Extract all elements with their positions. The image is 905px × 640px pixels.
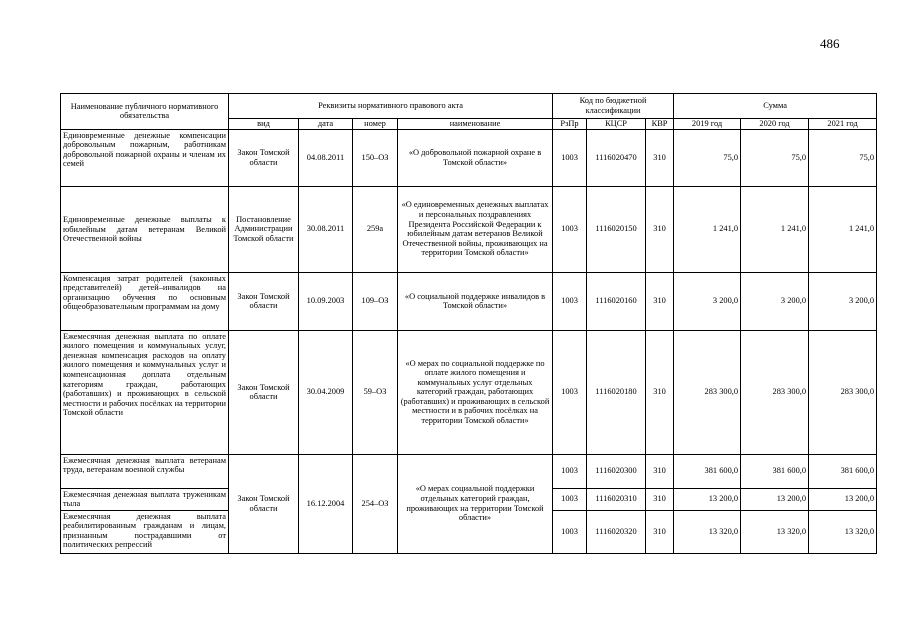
row-vid: Постановление Администрации Томской области [229, 186, 299, 272]
row-date: 30.04.2009 [299, 330, 353, 454]
row-kcsr: 1116020320 [587, 510, 646, 553]
header-name: Наименование публичного нормативного обязательства [61, 94, 229, 130]
row-2020: 3 200,0 [741, 272, 809, 330]
header-row-1 [61, 94, 877, 119]
header-kcsr: КЦСР [587, 119, 646, 130]
row-kcsr: 1116020310 [587, 488, 646, 510]
row-rzpr: 1003 [553, 510, 587, 553]
row-2020: 13 320,0 [741, 510, 809, 553]
row-kvr: 310 [646, 454, 674, 488]
row-date: 30.08.2011 [299, 186, 353, 272]
header-number: номер [353, 119, 398, 130]
row-2020: 283 300,0 [741, 330, 809, 454]
row-date: 10.09.2003 [299, 272, 353, 330]
row-name: Ежемесячная денежная выплата реабилитированным гражданам и лицам, признанным пострадавшими от политических репрессий [61, 510, 229, 553]
row-kvr: 310 [646, 272, 674, 330]
row-2021: 283 300,0 [809, 330, 877, 454]
row-rzpr: 1003 [553, 488, 587, 510]
row-2019: 381 600,0 [674, 454, 741, 488]
row-kcsr: 1116020160 [587, 272, 646, 330]
row-2019: 283 300,0 [674, 330, 741, 454]
row-kcsr: 1116020180 [587, 330, 646, 454]
header-rzpr: РзПр [553, 119, 587, 130]
row-2021: 75,0 [809, 129, 877, 186]
row-2019: 13 200,0 [674, 488, 741, 510]
row-rzpr: 1003 [553, 129, 587, 186]
group-title: «О мерах социальной поддержки отдельных категорий граждан, проживающих на территории Томской области» [398, 454, 553, 553]
row-vid: Закон Томской области [229, 330, 299, 454]
row-2019: 3 200,0 [674, 272, 741, 330]
row-2019: 75,0 [674, 129, 741, 186]
header-budget-code: Код по бюджетной классификации [553, 94, 674, 119]
row-number: 259а [353, 186, 398, 272]
row-2020: 1 241,0 [741, 186, 809, 272]
row-title: «О единовременных денежных выплатах и персональных поздравлениях Президента Российской Федерации к юбилейным датам ветеранов Великой Отечественной войны, проживающих на территории Томской области» [398, 186, 553, 272]
table-row [61, 330, 877, 454]
row-kcsr: 1116020300 [587, 454, 646, 488]
page-number: 486 [820, 36, 840, 51]
row-kcsr: 1116020470 [587, 129, 646, 186]
row-2020: 13 200,0 [741, 488, 809, 510]
row-title: «О мерах по социальной поддержке по оплате жилого помещения и коммунальных услуг отдельных категорий граждан, работающих (работавших) и проживающих в сельской местности и в рабочих посёлках на территории Томской области» [398, 330, 553, 454]
row-2020: 75,0 [741, 129, 809, 186]
row-vid: Закон Томской области [229, 272, 299, 330]
row-kvr: 310 [646, 186, 674, 272]
row-rzpr: 1003 [553, 186, 587, 272]
header-vid: вид [229, 119, 299, 130]
group-date: 16.12.2004 [299, 454, 353, 553]
row-rzpr: 1003 [553, 272, 587, 330]
table-row [61, 129, 877, 186]
row-2019: 1 241,0 [674, 186, 741, 272]
row-number: 109–ОЗ [353, 272, 398, 330]
table-row [61, 454, 877, 488]
obligations-table [60, 93, 877, 554]
row-number: 59–ОЗ [353, 330, 398, 454]
table-row [61, 186, 877, 272]
group-vid: Закон Томской области [229, 454, 299, 553]
row-number: 150–ОЗ [353, 129, 398, 186]
row-date: 04.08.2011 [299, 129, 353, 186]
row-name: Ежемесячная денежная выплата труженикам тыла [61, 488, 229, 510]
row-name: Единовременные денежные выплаты к юбилейным датам ветеранам Великой Отечественной войны [61, 186, 229, 272]
group-number: 254–ОЗ [353, 454, 398, 553]
header-sum: Сумма [674, 94, 877, 119]
row-title: «О социальной поддержке инвалидов в Томской области» [398, 272, 553, 330]
row-rzpr: 1003 [553, 454, 587, 488]
row-vid: Закон Томской области [229, 129, 299, 186]
header-title: наименование [398, 119, 553, 130]
header-2020: 2020 год [741, 119, 809, 130]
header-date: дата [299, 119, 353, 130]
row-2021: 13 320,0 [809, 510, 877, 553]
row-2019: 13 320,0 [674, 510, 741, 553]
row-kvr: 310 [646, 330, 674, 454]
row-name: Единовременные денежные компенсации добровольным пожарным, работникам добровольной пожарной охраны и членам их семей [61, 129, 229, 186]
header-2021: 2021 год [809, 119, 877, 130]
row-name: Компенсация затрат родителей (законных представителей) детей–инвалидов на организацию обучения по основным общеобразовательным программам на дому [61, 272, 229, 330]
row-2021: 13 200,0 [809, 488, 877, 510]
row-kvr: 310 [646, 510, 674, 553]
row-kcsr: 1116020150 [587, 186, 646, 272]
row-2021: 3 200,0 [809, 272, 877, 330]
row-name: Ежемесячная денежная выплата по оплате жилого помещения и коммунальных услуг, денежная компенсация расходов на оплату жилого помещения и коммунальных услуг и компенсационная доплата отдельным категориям граждан, работающих (работавших) и проживающих в сельской местности и рабочих посёлках на территории Томской области [61, 330, 229, 454]
header-kvr: КВР [646, 119, 674, 130]
header-requisites: Реквизиты нормативного правового акта [229, 94, 553, 119]
row-kvr: 310 [646, 488, 674, 510]
table-row [61, 272, 877, 330]
row-kvr: 310 [646, 129, 674, 186]
row-name: Ежемесячная денежная выплата ветеранам труда, ветеранам военной службы [61, 454, 229, 488]
header-2019: 2019 год [674, 119, 741, 130]
row-2021: 381 600,0 [809, 454, 877, 488]
row-2020: 381 600,0 [741, 454, 809, 488]
row-2021: 1 241,0 [809, 186, 877, 272]
row-rzpr: 1003 [553, 330, 587, 454]
row-title: «О добровольной пожарной охране в Томской области» [398, 129, 553, 186]
